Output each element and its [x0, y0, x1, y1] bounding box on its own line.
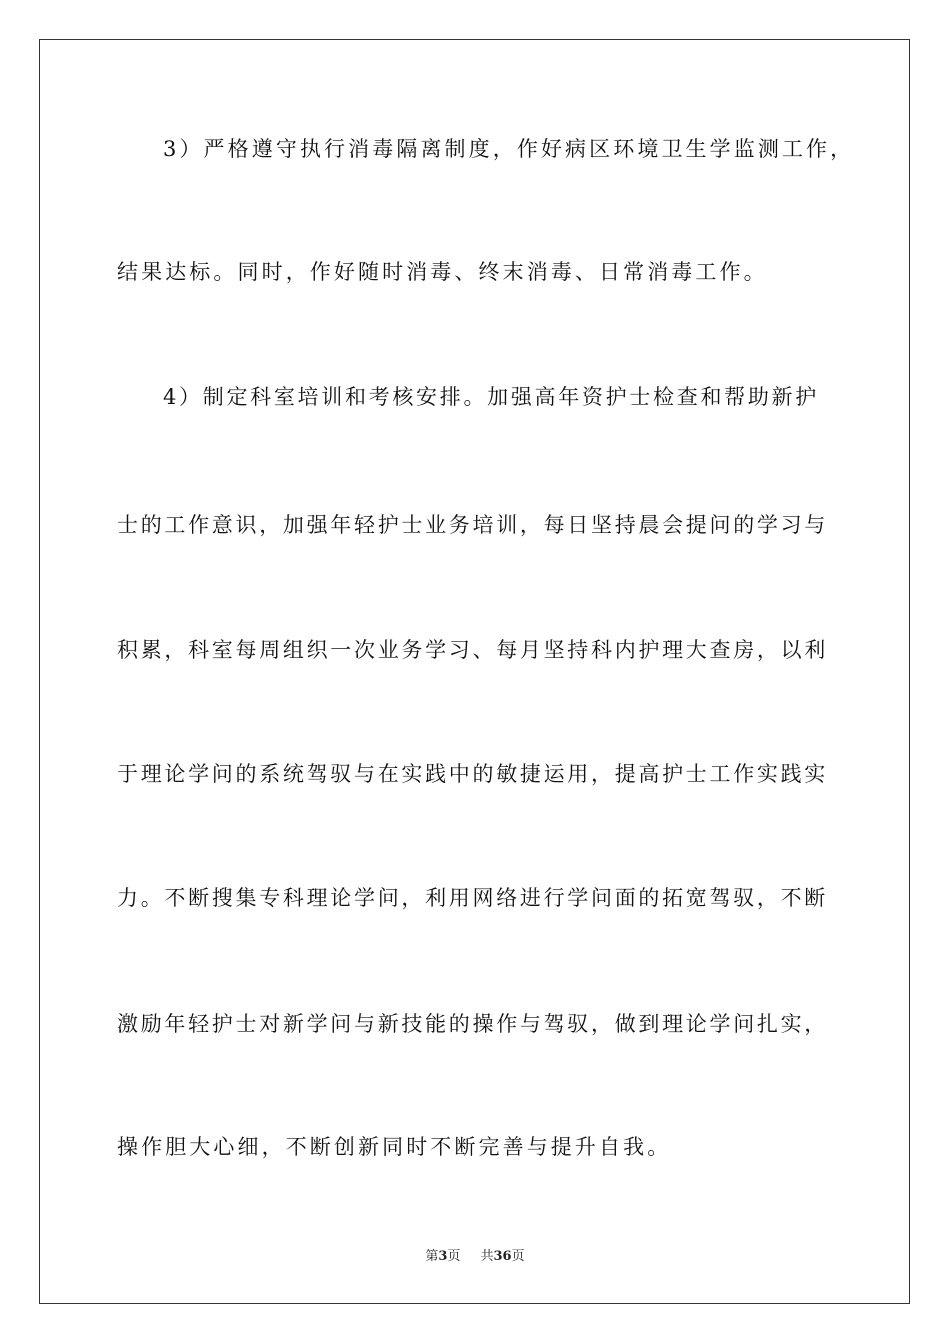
paragraph-4-line-1: 4）制定科室培训和考核安排。加强高年资护士检查和帮助新护 — [163, 385, 819, 409]
page-label-suffix: 页 — [447, 1249, 461, 1264]
paragraph-4-line-2: 士的工作意识，加强年轻护士业务培训，每日坚持晨会提问的学习与 — [117, 513, 828, 537]
total-label-prefix: 共 — [480, 1249, 494, 1264]
page-footer — [0, 1248, 950, 1266]
paragraph-4-line-3: 积累，科室每周组织一次业务学习、每月坚持科内护理大查房，以利 — [117, 638, 828, 662]
total-page-count: 36 — [493, 1249, 512, 1264]
total-label-suffix: 页 — [511, 1249, 525, 1264]
page-border — [39, 39, 910, 1304]
paragraph-3-line-2: 结果达标。同时，作好随时消毒、终末消毒、日常消毒工作。 — [117, 260, 768, 284]
current-page-number: 3 — [438, 1249, 448, 1264]
paragraph-4-line-4: 于理论学问的系统驾驭与在实践中的敏捷运用，提高护士工作实践实 — [117, 762, 828, 786]
paragraph-3-line-1: 3）严格遵守执行消毒隔离制度，作好病区环境卫生学监测工作， — [163, 137, 855, 161]
paragraph-4-line-7: 操作胆大心细，不断创新同时不断完善与提升自我。 — [117, 1135, 672, 1159]
paragraph-4-line-6: 激励年轻护士对新学问与新技能的操作与驾驭，做到理论学问扎实， — [117, 1012, 828, 1036]
page-label-prefix: 第 — [425, 1249, 439, 1264]
paragraph-4-line-5: 力。不断搜集专科理论学问，利用网络进行学问面的拓宽驾驭，不断 — [117, 886, 828, 910]
